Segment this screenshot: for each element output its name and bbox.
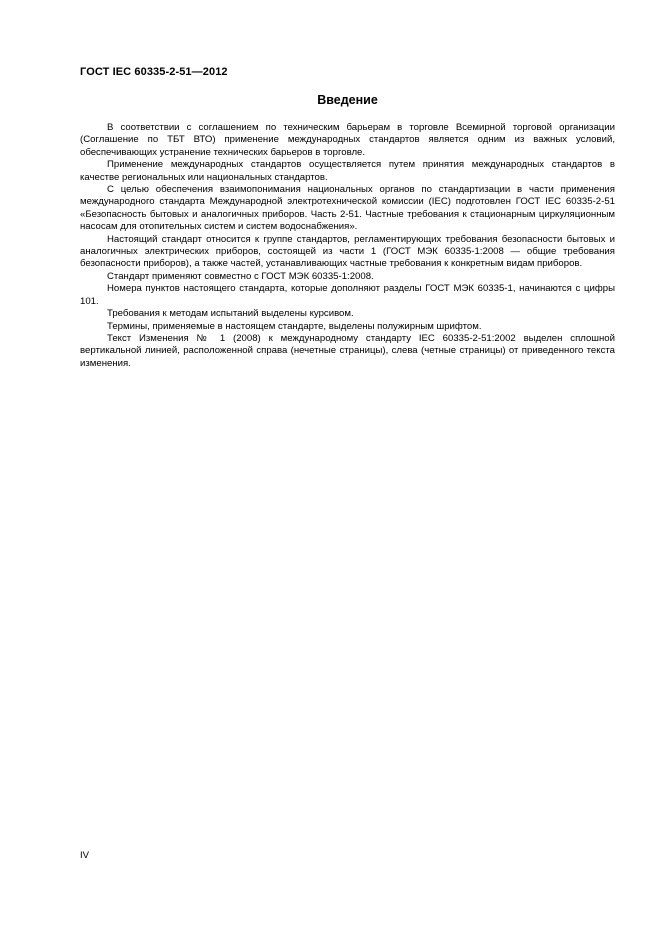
paragraph-agreement: В соответствии с соглашением по техническим барьерам в торговле Всемирной торговой организации (Соглашение по ТБТ ВТО) применение международных стандартов является одним из важных условий, обеспечивающих устранение технических барьеров в торговле.: [80, 122, 615, 158]
paragraph-bold-note: Термины, применяемые в настоящем стандарте, выделены полужирным шрифтом.: [107, 320, 482, 332]
section-title: Введение: [317, 93, 378, 107]
paragraph-scope: Настоящий стандарт относится к группе стандартов, регламентирующих требования безопасности бытовых и аналогичных электрических приборов, состоящей из части 1 (ГОСТ МЭК 60335-1:2008 — общие требования безопасности приборов), а также частей, устанавливающих частные требования к конкретным видам приборов.: [80, 233, 615, 270]
paragraph-purpose: С целью обеспечения взаимопонимания национальных органов по стандартизации в части применения международного стандарта Международной электротехнической комиссии (IEC) подготовлен ГОСТ IEC 60335-2-51 «Безопасность бытовых и аналогичных приборов. Часть 2-51. Частные требования к стационарным циркуляционным насосам для отопительных систем и систем водоснабжения».: [80, 184, 615, 233]
paragraph-usage: Стандарт применяют совместно с ГОСТ МЭК 60335-1:2008.: [107, 270, 374, 282]
paragraph-amendment-note: Текст Изменения № 1 (2008) к международному стандарту IEC 60335-2-51:2002 выделен сплошной вертикальной линией, расположенной справа (нечетные страницы), слева (четные страницы) от приведенного текста изменения.: [80, 332, 615, 369]
paragraph-adoption: Применение международных стандартов осуществляется путем принятия международных стандартов в качестве региональных или национальных стандартов.: [80, 159, 615, 183]
document-code-header: ГОСТ IEC 60335-2-51—2012: [80, 66, 228, 78]
paragraph-numbering: Номера пунктов настоящего стандарта, которые дополняют разделы ГОСТ МЭК 60335-1, начинаются с цифры 101.: [80, 283, 615, 307]
body-text: [80, 122, 615, 370]
page-number: IV: [80, 850, 90, 861]
paragraph-italic-note: Требования к методам испытаний выделены курсивом.: [107, 308, 354, 320]
